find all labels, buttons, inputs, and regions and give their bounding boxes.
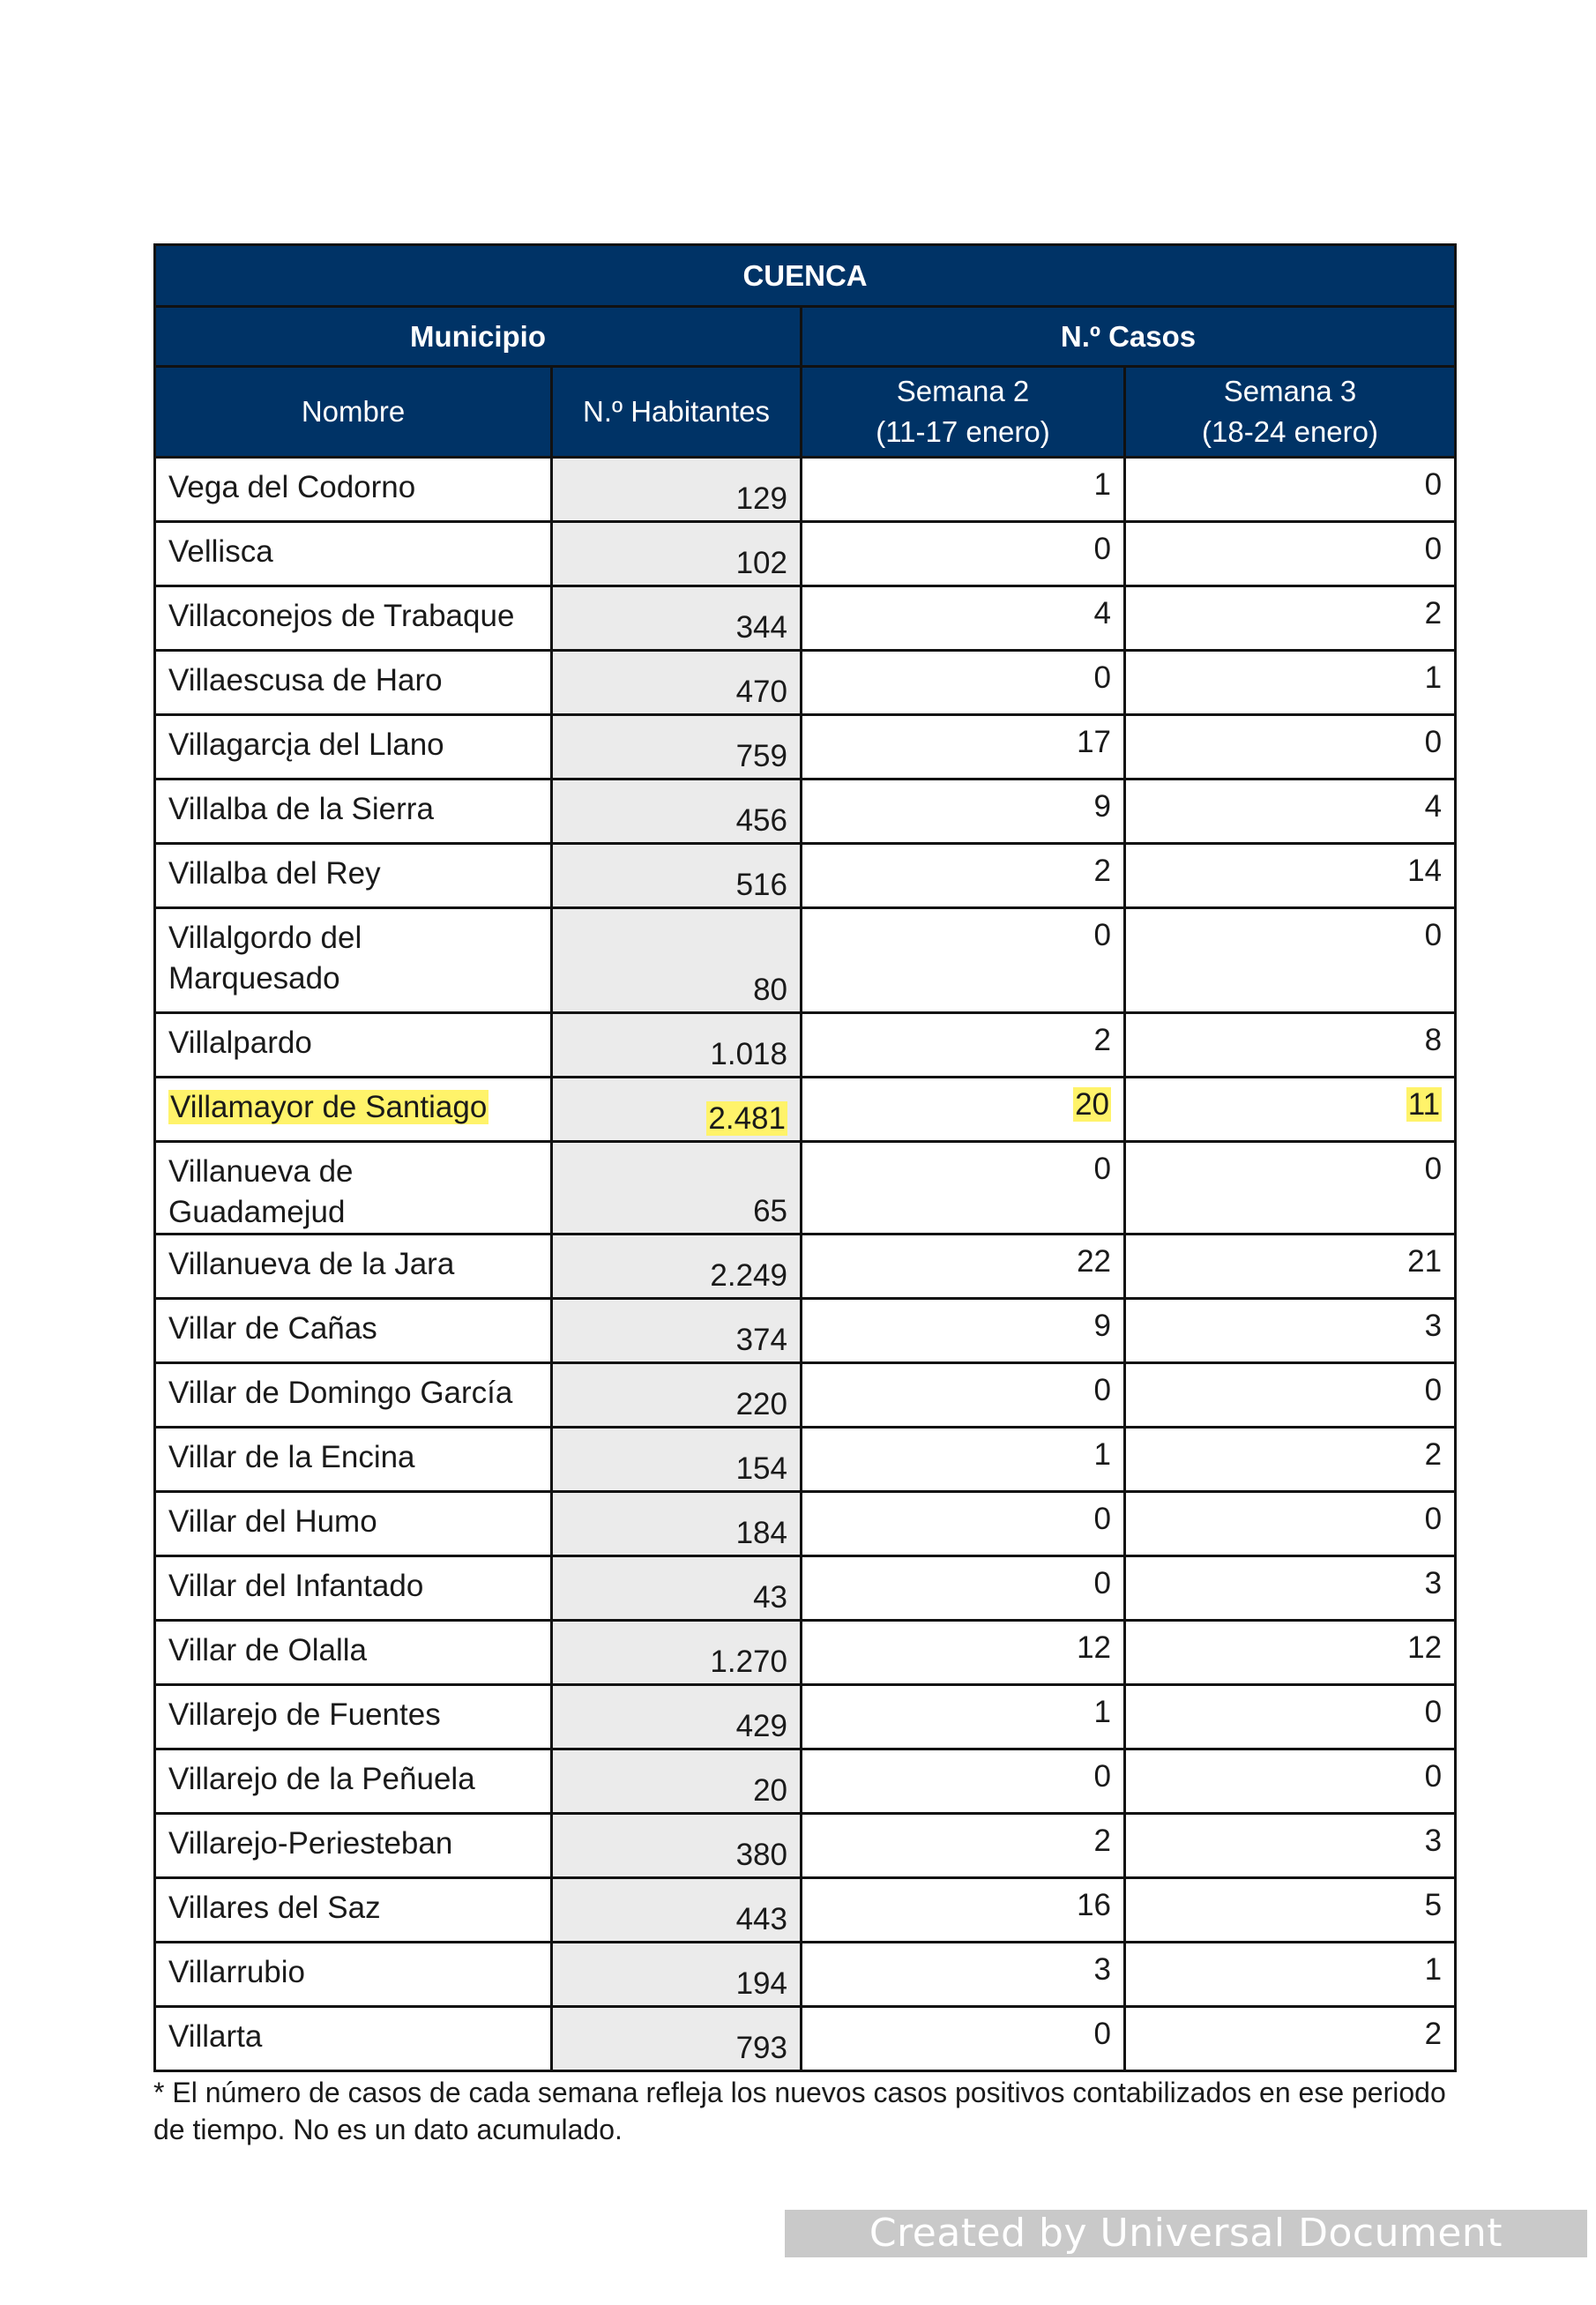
habitantes-value: 344 (552, 586, 802, 651)
semana3-value: 2 (1125, 586, 1456, 651)
habitantes-value: 380 (552, 1814, 802, 1878)
municipio-name: Villar de Olalla (155, 1621, 552, 1685)
habitantes-value: 154 (552, 1428, 802, 1492)
table-row (155, 1235, 1456, 1299)
table-row (155, 1814, 1456, 1878)
semana3-value: 0 (1125, 715, 1456, 780)
semana3-value: 2 (1125, 2007, 1456, 2071)
table-row (155, 651, 1456, 715)
municipio-name: Villalba de la Sierra (155, 780, 552, 844)
habitantes-value: 1.018 (552, 1013, 802, 1078)
table-row (155, 458, 1456, 522)
semana2-value: 20 (1075, 1087, 1109, 1122)
semana2-value: 1 (802, 1685, 1125, 1749)
municipio-name: Villares del Saz (155, 1878, 552, 1943)
municipio-name: Villarejo-Periesteban (155, 1814, 552, 1878)
semana3-value: 0 (1125, 458, 1456, 522)
column-header-nombre: Nombre (155, 367, 552, 458)
habitantes-value: 374 (552, 1299, 802, 1363)
semana3-label: Semana 3 (1223, 375, 1357, 407)
table-row (155, 1943, 1456, 2007)
semana2-value: 16 (802, 1878, 1125, 1943)
table-row (155, 1013, 1456, 1078)
semana3-value: 4 (1125, 780, 1456, 844)
habitantes-value: 129 (552, 458, 802, 522)
semana3-value: 14 (1125, 844, 1456, 908)
semana3-value: 3 (1125, 1814, 1456, 1878)
semana3-value: 2 (1125, 1428, 1456, 1492)
table-row (155, 715, 1456, 780)
table-row (155, 522, 1456, 586)
semana2-label: Semana 2 (896, 375, 1030, 407)
semana2-value: 0 (802, 1492, 1125, 1556)
semana2-value: 1 (802, 1428, 1125, 1492)
municipio-name: Villanueva de Guadamejud (155, 1142, 552, 1235)
semana3-value: 0 (1125, 1685, 1456, 1749)
table-row (155, 844, 1456, 908)
semana2-value: 0 (802, 908, 1125, 1013)
habitantes-value: 184 (552, 1492, 802, 1556)
semana2-value: 0 (802, 1556, 1125, 1621)
municipio-name: Villar de Domingo García (155, 1363, 552, 1428)
footnote: * El número de casos de cada semana refleja los nuevos casos positivos contabilizados en ese periodo de tiempo. No es un dato acumulado. (153, 2077, 1446, 2145)
semana3-value: 8 (1125, 1013, 1456, 1078)
habitantes-value: 2.481 (708, 1101, 786, 1136)
semana2-value: 0 (802, 1749, 1125, 1814)
habitantes-value: 759 (552, 715, 802, 780)
habitantes-value: 2.249 (552, 1235, 802, 1299)
habitantes-value: 516 (552, 844, 802, 908)
semana2-value: 3 (802, 1943, 1125, 2007)
habitantes-value: 65 (552, 1142, 802, 1235)
semana2-value: 0 (802, 1363, 1125, 1428)
table-row (155, 1492, 1456, 1556)
semana3-value: 0 (1125, 1142, 1456, 1235)
table-title: CUENCA (155, 245, 1456, 307)
habitantes-value: 20 (552, 1749, 802, 1814)
semana2-value: 9 (802, 1299, 1125, 1363)
municipio-name: Villagarcįa del Llano (155, 715, 552, 780)
municipio-name: Villalgordo del Marquesado (155, 908, 552, 1013)
semana3-dates: (18-24 enero) (1202, 415, 1378, 448)
table-row (155, 1749, 1456, 1814)
habitantes-value: 43 (552, 1556, 802, 1621)
municipio-name: Villar del Infantado (155, 1556, 552, 1621)
table-row (155, 780, 1456, 844)
habitantes-cell (552, 1078, 802, 1142)
group-header-municipio: Municipio (155, 307, 802, 367)
semana3-value: 0 (1125, 908, 1456, 1013)
semana3-value: 3 (1125, 1556, 1456, 1621)
municipio-name: Villarta (155, 2007, 552, 2071)
semana2-cell (802, 1078, 1125, 1142)
semana2-value: 22 (802, 1235, 1125, 1299)
table-row (155, 1428, 1456, 1492)
habitantes-value: 102 (552, 522, 802, 586)
habitantes-value: 220 (552, 1363, 802, 1428)
table-row (155, 908, 1456, 1013)
municipio-name-cell (155, 1078, 552, 1142)
habitantes-value: 194 (552, 1943, 802, 2007)
semana3-value: 0 (1125, 1363, 1456, 1428)
municipio-name: Villar de la Encina (155, 1428, 552, 1492)
semana2-value: 4 (802, 586, 1125, 651)
column-header-semana2 (802, 367, 1125, 458)
semana2-value: 2 (802, 1013, 1125, 1078)
municipio-name: Villarejo de la Peñuela (155, 1749, 552, 1814)
semana2-value: 0 (802, 522, 1125, 586)
table-row (155, 586, 1456, 651)
semana3-value: 0 (1125, 1492, 1456, 1556)
table-row (155, 1685, 1456, 1749)
cases-table (153, 243, 1457, 2072)
municipio-name: Villalpardo (155, 1013, 552, 1078)
habitantes-value: 1.270 (552, 1621, 802, 1685)
municipio-name: Vega del Codorno (155, 458, 552, 522)
municipio-name: Villaconejos de Trabaque (155, 586, 552, 651)
semana3-value: 21 (1125, 1235, 1456, 1299)
semana3-value: 12 (1125, 1621, 1456, 1685)
column-header-semana3 (1125, 367, 1456, 458)
municipio-name: Villarrubio (155, 1943, 552, 2007)
semana2-value: 2 (802, 1814, 1125, 1878)
semana2-value: 1 (802, 458, 1125, 522)
municipio-name: Villalba del Rey (155, 844, 552, 908)
semana3-value: 1 (1125, 1943, 1456, 2007)
semana2-value: 17 (802, 715, 1125, 780)
table-row (155, 2007, 1456, 2071)
municipio-name: Villanueva de la Jara (155, 1235, 552, 1299)
habitantes-value: 793 (552, 2007, 802, 2071)
municipio-name: Vellisca (155, 522, 552, 586)
watermark: Created by Universal Document Converter (785, 2210, 1587, 2257)
semana3-value: 5 (1125, 1878, 1456, 1943)
semana2-value: 12 (802, 1621, 1125, 1685)
semana3-value: 0 (1125, 522, 1456, 586)
semana3-value: 0 (1125, 1749, 1456, 1814)
habitantes-value: 429 (552, 1685, 802, 1749)
semana2-value: 0 (802, 651, 1125, 715)
municipio-name: Villar de Cañas (155, 1299, 552, 1363)
table-row (155, 1299, 1456, 1363)
table-row-highlighted (155, 1078, 1456, 1142)
table-row (155, 1363, 1456, 1428)
semana3-value: 11 (1407, 1087, 1441, 1122)
group-header-casos: N.º Casos (802, 307, 1456, 367)
semana2-value: 9 (802, 780, 1125, 844)
habitantes-value: 470 (552, 651, 802, 715)
table-row (155, 1621, 1456, 1685)
municipio-name: Villaescusa de Haro (155, 651, 552, 715)
semana3-value: 3 (1125, 1299, 1456, 1363)
semana3-value: 1 (1125, 651, 1456, 715)
table-row (155, 1142, 1456, 1235)
municipio-name: Villar del Humo (155, 1492, 552, 1556)
table-row (155, 1556, 1456, 1621)
municipio-name: Villamayor de Santiago (170, 1090, 488, 1124)
habitantes-value: 80 (552, 908, 802, 1013)
municipio-name: Villarejo de Fuentes (155, 1685, 552, 1749)
column-header-habitantes: N.º Habitantes (552, 367, 802, 458)
semana3-cell (1125, 1078, 1456, 1142)
table-row (155, 1878, 1456, 1943)
semana2-dates: (11-17 enero) (876, 415, 1050, 448)
semana2-value: 2 (802, 844, 1125, 908)
habitantes-value: 456 (552, 780, 802, 844)
semana2-value: 0 (802, 2007, 1125, 2071)
semana2-value: 0 (802, 1142, 1125, 1235)
habitantes-value: 443 (552, 1878, 802, 1943)
